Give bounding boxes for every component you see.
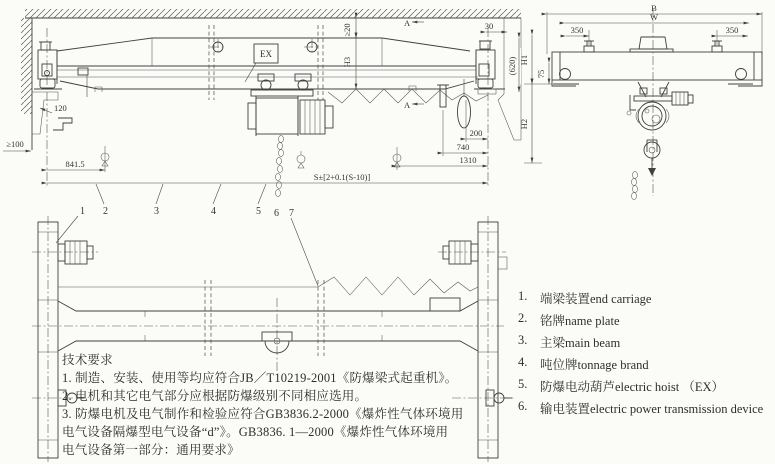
junction-box	[430, 298, 460, 311]
main-beam-front	[57, 25, 478, 100]
end-carriage-left-front	[34, 42, 62, 89]
hook-block-side	[644, 140, 660, 176]
balloon-5: 5	[256, 206, 261, 217]
dim-30: 30	[484, 21, 494, 31]
tech-line-2: 2. 电机和其它电气部分应根据防爆级别不同相应选用。	[62, 389, 368, 403]
festoon-cable-plan	[58, 277, 478, 311]
cable-hanger	[95, 87, 102, 92]
legend-number: 5.	[518, 377, 528, 391]
balloon-callouts	[56, 184, 318, 286]
tech-title: 技术要求	[62, 353, 113, 367]
hook-limit-marker-left	[101, 146, 109, 172]
web-hole-mark-2	[304, 39, 320, 55]
ex-label: EX	[260, 49, 272, 59]
front-view	[3, 9, 521, 197]
legend-number: 3.	[518, 333, 528, 347]
balloon-4: 4	[211, 206, 216, 217]
cable-hanger	[409, 86, 416, 91]
rope-drum	[256, 98, 298, 134]
dim-ceiling-gap: ≥20	[342, 23, 352, 37]
left-wall	[21, 18, 72, 150]
rail-clip-glyph	[53, 118, 72, 130]
hook-limit-marker-right	[393, 147, 401, 170]
legend-number: 1.	[518, 289, 528, 303]
tonnage-brand-plate	[458, 79, 471, 128]
legend-label: 铭牌name plate	[540, 314, 620, 328]
name-plate	[78, 68, 88, 75]
legend-item-2	[518, 311, 763, 333]
ceiling-structure	[25, 9, 521, 18]
legend-number: 4.	[518, 355, 528, 369]
hook-under-hoist	[297, 151, 305, 168]
legend-item-5	[518, 377, 763, 399]
chain-side	[632, 172, 638, 200]
bridge-side	[552, 37, 762, 86]
dim-b: B	[651, 3, 657, 13]
trolley-wheel	[261, 80, 271, 90]
legend-item-4	[518, 355, 763, 377]
carriage-wheel	[736, 69, 747, 80]
web-hole-mark	[210, 39, 226, 55]
legend-label: 防爆电动葫芦electric hoist （EX）	[540, 380, 724, 394]
dim-350-right: 350	[725, 25, 739, 35]
legend-label: 吨位牌tonnage brand	[540, 358, 649, 372]
section-a-marks	[404, 18, 424, 110]
hoist-motor-side	[672, 92, 693, 105]
bottom-flange	[60, 81, 474, 89]
dim-740: 740	[456, 142, 470, 152]
wheel-right	[478, 79, 493, 88]
legend-item-1	[518, 289, 763, 311]
drive-motor-left-plan	[58, 241, 93, 264]
technical-requirements	[62, 351, 487, 459]
section-a-label-top: A	[404, 18, 411, 28]
buffer-right	[480, 41, 490, 49]
legend-number: 2.	[518, 311, 528, 325]
dim-120: 120	[54, 103, 67, 113]
balloon-1: 1	[80, 206, 85, 217]
side-dimensions	[519, 3, 762, 163]
carriage-wheel	[560, 69, 571, 80]
end-carriage-right-front	[474, 41, 505, 94]
drive-motor-right-plan	[443, 241, 478, 264]
load-chain	[276, 136, 284, 197]
wheel-left	[40, 79, 55, 88]
tech-line-4: 电气设备隔爆型电气设备“d”》。GB3836. 1—2000《爆炸性气体环境用	[62, 425, 449, 439]
legend-number: 6.	[518, 399, 528, 413]
dim-span: S±[2+0.1(S-10)]	[313, 172, 371, 182]
dim-350-left: 350	[570, 25, 584, 35]
main-beam-plan	[32, 280, 504, 356]
dim-hook-left: 841.5	[65, 159, 85, 169]
legend-item-3	[518, 333, 763, 355]
buffer-left	[41, 42, 50, 50]
ex-marking-box	[245, 44, 278, 82]
balloon-7: 7	[289, 208, 294, 219]
section-a-label-bottom: A	[404, 100, 411, 110]
legend-label: 主梁main beam	[540, 336, 621, 350]
dim-h2: H2	[519, 118, 529, 130]
legend-label: 输电装置electric power transmission device	[540, 402, 764, 416]
tech-line-5: 电气设备第一部分：通用要求》	[62, 443, 240, 457]
tech-line-1: 1. 制造、安装、使用等均应符合JB／T10219-2001《防爆梁式起重机》。	[62, 371, 458, 385]
dim-620: (620)	[507, 56, 517, 76]
tech-line-3: 3. 防爆电机及电气制作和检验应符合GB3836.2-2000《爆炸性气体环境用	[62, 407, 464, 421]
dim-75: 75	[536, 69, 546, 79]
dim-200: 200	[469, 128, 483, 138]
legend-item-6	[518, 399, 763, 421]
balloon-2: 2	[103, 206, 108, 217]
electric-hoist-side	[627, 82, 693, 200]
dim-wall-clearance: ≥100	[6, 139, 24, 149]
balloon-6: 6	[274, 208, 279, 219]
front-dimensions	[3, 18, 521, 183]
trolley-wheel	[298, 80, 308, 90]
hoist-motor	[300, 100, 333, 134]
side-view	[519, 3, 762, 200]
rail-corbel-left	[32, 92, 58, 134]
balloon-3: 3	[154, 206, 159, 217]
parts-legend	[518, 289, 763, 421]
legend-label: 端梁装置end carriage	[540, 292, 652, 306]
dim-h3: H3	[342, 56, 352, 68]
cable-arm	[440, 85, 446, 107]
dim-h1: H1	[519, 54, 529, 66]
dim-w: W	[649, 12, 659, 22]
dim-1310: 1310	[459, 155, 477, 165]
